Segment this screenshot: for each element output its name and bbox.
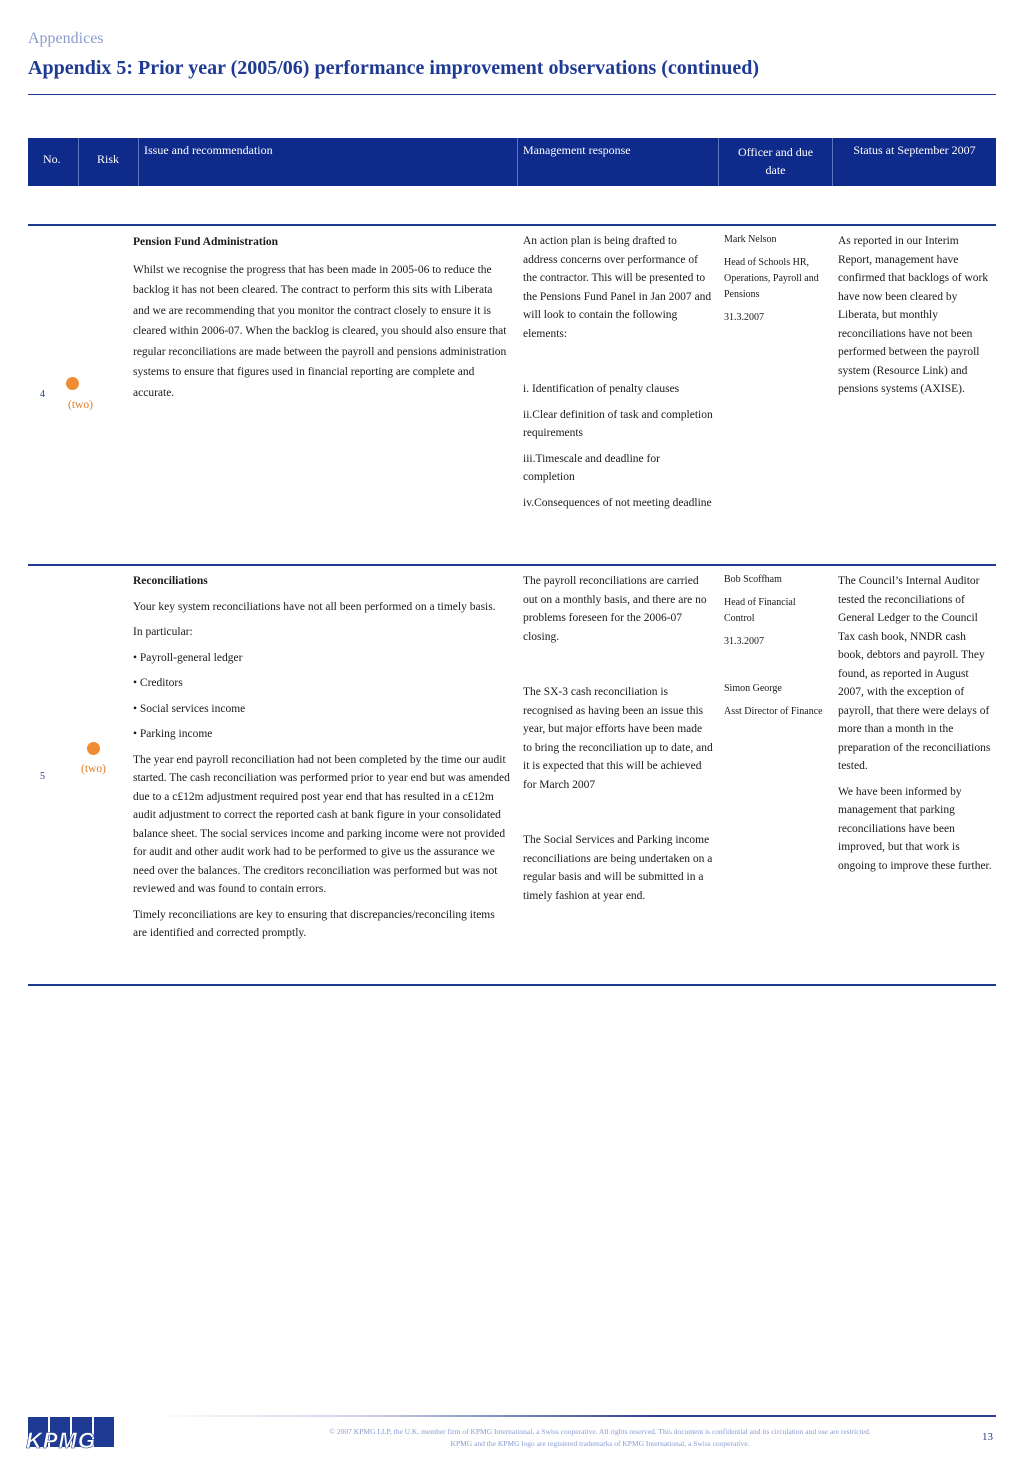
issue-bullet: • Creditors	[133, 677, 183, 689]
officer-name: Simon George	[724, 683, 782, 694]
status-cell	[838, 232, 994, 406]
logo-wordmark: KPMG	[26, 1428, 96, 1453]
column-header-response: Management response	[517, 138, 718, 186]
risk-indicator-icon	[66, 377, 79, 390]
officer-cell	[724, 232, 828, 333]
officer-name: Mark Nelson	[724, 234, 777, 245]
status-cell	[838, 572, 994, 882]
issue-cell	[133, 232, 511, 410]
risk-indicator-icon	[87, 742, 100, 755]
footer-legal	[290, 1426, 910, 1450]
issue-text: The year end payroll reconciliation had not been completed by the time our audit started. The cash reconciliation was performed prior to year end but was amended due to a c£12m adjustment required post year end that has resulted in a c£12m audit adjustment to correct the reported cash at bank figure in your consolidated balance sheet. The social services income and parking income were not provided for audit and other audit work had to be performed to give us the assurance we need over the balances. The creditors reconciliation was performed but was not reviewed and was found to contain errors.	[133, 753, 510, 895]
response-text: The SX-3 cash reconciliation is recognised as having been an issue this year, but major efforts have been made to bring the reconciliation up to date, and it is expected that this will be achieved for March 2007	[523, 686, 713, 791]
issue-cell	[133, 572, 511, 950]
officer-title: Head of Financial Control	[724, 597, 796, 624]
column-header-no: No.	[43, 152, 61, 166]
response-text: The Social Services and Parking income reconciliations are being undertaken on a regular basis and will be submitted in a timely fashion at year end.	[523, 834, 713, 902]
footer-legal-line: KPMG and the KPMG logo are registered trademarks of KPMG International, a Swiss cooperative.	[450, 1439, 750, 1448]
page-number: 13	[982, 1431, 993, 1443]
issue-bullet: • Parking income	[133, 728, 213, 740]
officer-name: Bob Scoffham	[724, 574, 782, 585]
officer-cell	[724, 572, 828, 727]
column-header-status: Status at September 2007	[832, 138, 996, 186]
due-date: 31.3.2007	[724, 312, 764, 323]
row-number: 4	[40, 389, 45, 400]
table-row	[28, 224, 996, 564]
officer-title: Asst Director of Finance	[724, 706, 823, 717]
column-header-officer: Officer and due date	[718, 138, 832, 186]
issue-title: Reconciliations	[133, 575, 208, 587]
response-item: ii.Clear definition of task and completion requirements	[523, 408, 713, 439]
issue-text: Whilst we recognise the progress that has been made in 2005-06 to reduce the backlog it has not been cleared. The contract to perform this sits with Liberata and we are recommending that you monitor the contract closely to ensure it is cleared within 2006-07. When the backlog is cleared, you should also ensure that regular reconciliations are made between the payroll and pensions administration systems to ensure that figures used in financial reporting are complete and accurate.	[133, 263, 507, 399]
status-text: As reported in our Interim Report, management have confirmed that backlogs of work have now been cleared by Liberata, but monthly reconciliations have not been performed between the payroll system (Resource Link) and pensions systems (AXISE).	[838, 235, 989, 395]
response-text: The payroll reconciliations are carried out on a monthly basis, and there are no problems foreseen for the 2006-07 closing.	[523, 575, 707, 643]
issue-title: Pension Fund Administration	[133, 236, 279, 248]
due-date: 31.3.2007	[724, 636, 764, 647]
row-number: 5	[40, 771, 45, 782]
kpmg-logo	[26, 1417, 116, 1453]
section-label: Appendices	[28, 30, 104, 47]
issue-text: Your key system reconciliations have not all been performed on a timely basis.	[133, 600, 496, 613]
column-header-risk: Risk	[78, 138, 138, 186]
issue-text: In particular:	[133, 626, 193, 638]
response-text: An action plan is being drafted to address concerns over performance of the contractor. This will be presented to the Pensions Fund Panel in Jan 2007 and will look to contain the following elements:	[523, 235, 712, 340]
response-item: iii.Timescale and deadline for completion	[523, 452, 660, 483]
response-cell	[523, 572, 713, 912]
issue-bullet: • Social services income	[133, 702, 246, 715]
officer-title: Head of Schools HR, Operations, Payroll and Pensions	[724, 257, 819, 300]
issue-bullet: • Payroll-general ledger	[133, 651, 243, 664]
risk-rating: (two)	[68, 399, 93, 411]
response-item: i. Identification of penalty clauses	[523, 383, 680, 395]
response-cell	[523, 232, 713, 519]
response-item: iv.Consequences of not meeting deadline	[523, 496, 712, 509]
title-divider	[28, 94, 996, 95]
status-text: The Council’s Internal Auditor tested the reconciliations of General Ledger to the Council Tax cash book, NNDR cash book, debtors and payroll. They found, as reported in August 2007, with the exception of payroll, that there were delays of more than a month in the preparation of the reconciliations tested.	[838, 575, 991, 772]
page-title: Appendix 5: Prior year (2005/06) performance improvement observations (continued)	[28, 57, 760, 79]
table-header	[28, 138, 996, 186]
issue-text: Timely reconciliations are key to ensuring that discrepancies/reconciling items are identified and corrected promptly.	[133, 908, 495, 939]
risk-rating: (two)	[81, 763, 106, 775]
status-text: We have been informed by management that parking reconciliations have been improved, but that work is ongoing to improve these further.	[838, 785, 992, 872]
table-row	[28, 564, 996, 986]
footer-divider	[150, 1415, 996, 1417]
footer-legal-line: © 2007 KPMG LLP, the U.K. member firm of KPMG International, a Swiss cooperative. All rights reserved. This document is confidential and its circulation and use are restricted.	[329, 1427, 871, 1436]
column-header-issue: Issue and recommendation	[138, 138, 517, 186]
